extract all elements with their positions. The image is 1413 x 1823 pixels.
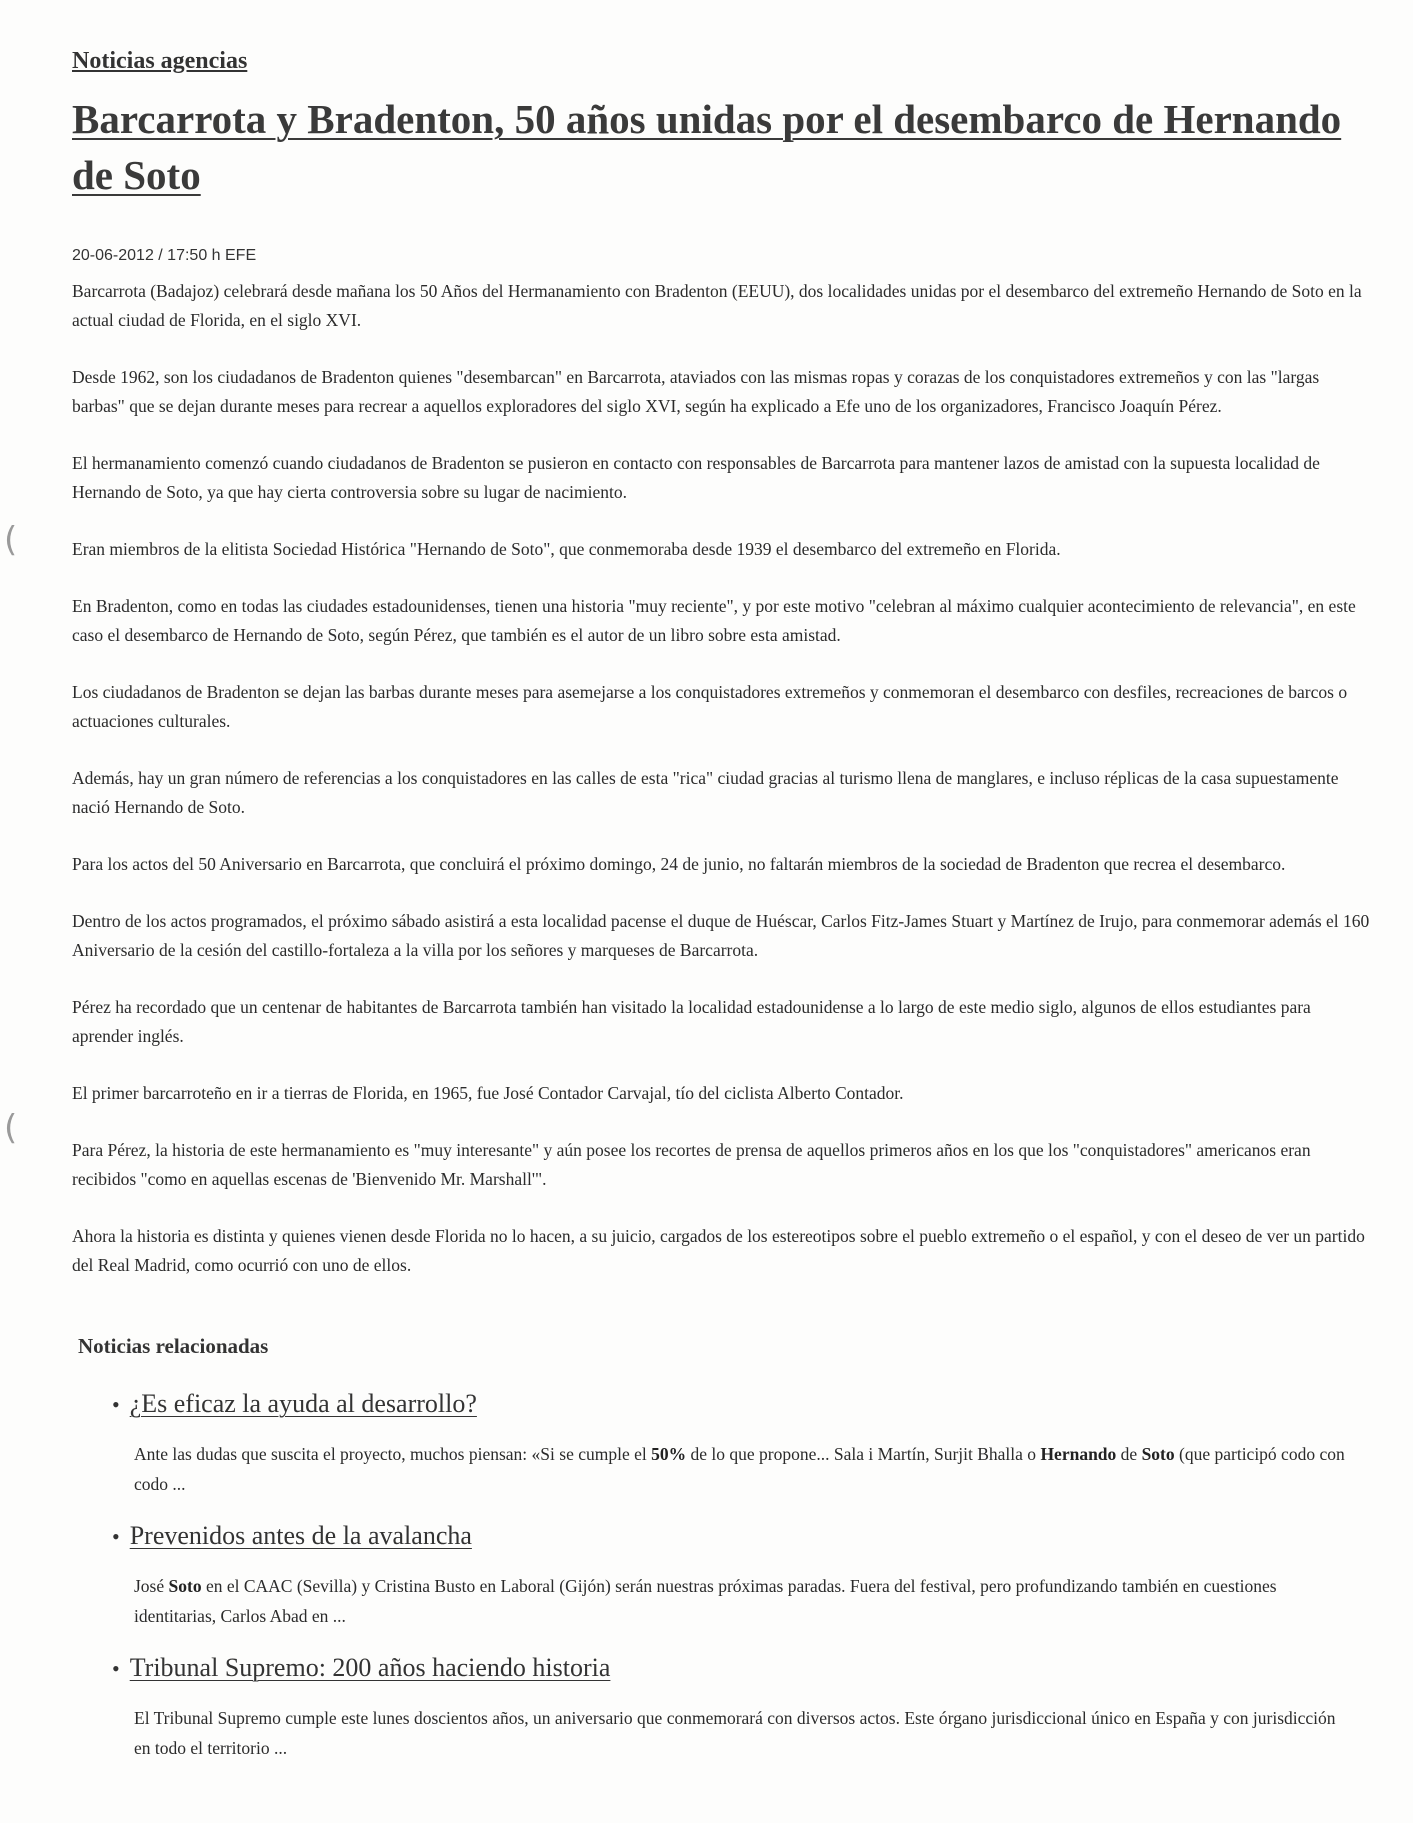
related-news-item	[112, 1389, 1372, 1499]
article-paragraph: Barcarrota (Badajoz) celebrará desde mañana los 50 Años del Hermanamiento con Bradenton (EEUU), dos localidades unidas por el desembarco del extremeño Hernando de Soto en la actual ciudad de Florida, en el siglo XVI.	[72, 281, 1362, 330]
article-paragraph: El hermanamiento comenzó cuando ciudadanos de Bradenton se pusieron en contacto con responsables de Barcarrota para mantener lazos de amistad con la supuesta localidad de Hernando de Soto, ya que hay cierta controversia sobre su lugar de nacimiento.	[72, 453, 1320, 502]
related-news-title-row	[112, 1521, 1372, 1551]
related-news-link[interactable]: ¿Es eficaz la ayuda al desarrollo?	[129, 1389, 477, 1418]
article-paragraph: En Bradenton, como en todas las ciudades estadounidenses, tienen una historia "muy reciente", y por este motivo "celebran al máximo cualquier acontecimiento de relevancia", en este caso el desembarco de Hernando de Soto, según Pérez, que también es el autor de un libro sobre esta amistad.	[72, 596, 1356, 645]
section-link[interactable]: Noticias agencias	[72, 48, 248, 74]
related-news-link[interactable]: Prevenidos antes de la avalancha	[129, 1521, 472, 1550]
punch-hole-mark: (	[4, 520, 18, 560]
snippet-text: José	[134, 1576, 169, 1596]
article-paragraph: Eran miembros de la elitista Sociedad Histórica "Hernando de Soto", que conmemoraba desde 1939 el desembarco del extremeño en Florida.	[72, 539, 1061, 559]
article-paragraph: Desde 1962, son los ciudadanos de Bradenton quienes "desembarcan" en Barcarrota, ataviados con las mismas ropas y corazas de los conquistadores extremeños y con las "largas barbas" que se dejan durante meses para recrear a aquellos exploradores del siglo XVI, según ha explicado a Efe uno de los organizadores, Francisco Joaquín Pérez.	[72, 367, 1320, 416]
article-body	[72, 277, 1372, 1280]
related-news-heading: Noticias relacionadas	[78, 1334, 269, 1358]
article-headline[interactable]: Barcarrota y Bradenton, 50 años unidas por el desembarco de Hernando de Soto	[72, 96, 1342, 198]
bullet-icon: •	[112, 1656, 120, 1681]
snippet-highlight: 50%	[651, 1444, 687, 1464]
article-paragraph: Para los actos del 50 Aniversario en Barcarrota, que concluirá el próximo domingo, 24 de junio, no faltarán miembros de la sociedad de Bradenton que recrea el desembarco.	[72, 854, 1286, 874]
snippet-text: de	[1116, 1444, 1142, 1464]
snippet-text: El Tribunal Supremo cumple este lunes doscientos años, un aniversario que conmemorará con diversos actos. Este órgano jurisdiccional único en España y con jurisdicción en todo el territorio ...	[134, 1708, 1336, 1758]
article-paragraph: Dentro de los actos programados, el próximo sábado asistirá a esta localidad pacense el duque de Huéscar, Carlos Fitz-James Stuart y Martínez de Irujo, para conmemorar además el 160 Aniversario de la cesión del castillo-fortaleza a la villa por los señores y marqueses de Barcarrota.	[72, 911, 1370, 960]
related-news-list	[72, 1389, 1372, 1763]
article-dateline: 20-06-2012 / 17:50 h EFE	[72, 247, 257, 264]
bullet-icon: •	[112, 1524, 120, 1549]
snippet-text: Ante las dudas que suscita el proyecto, muchos piensan: «Si se cumple el	[134, 1444, 652, 1464]
article-paragraph: Además, hay un gran número de referencias a los conquistadores en las calles de esta "rica" ciudad gracias al turismo llena de manglares, e incluso réplicas de la casa supuestamente nació Hernando de Soto.	[72, 768, 1339, 817]
article-paragraph: Pérez ha recordado que un centenar de habitantes de Barcarrota también han visitado la localidad estadounidense a lo largo de este medio siglo, algunos de ellos estudiantes para aprender inglés.	[72, 997, 1311, 1046]
article-paragraph: El primer barcarroteño en ir a tierras de Florida, en 1965, fue José Contador Carvajal, tío del ciclista Alberto Contador.	[72, 1083, 904, 1103]
related-news-title-row	[112, 1653, 1372, 1683]
bullet-icon: •	[112, 1392, 120, 1417]
snippet-highlight: Soto	[168, 1576, 202, 1596]
snippet-text: (que participó codo con codo ...	[134, 1444, 1345, 1494]
related-news-snippet	[134, 1439, 1354, 1499]
related-news-title-row	[112, 1389, 1372, 1419]
related-news-snippet	[134, 1703, 1354, 1763]
related-news-item	[112, 1653, 1372, 1763]
punch-hole-mark: (	[4, 1108, 18, 1148]
related-news-item	[112, 1521, 1372, 1631]
snippet-text: en el CAAC (Sevilla) y Cristina Busto en Laboral (Gijón) serán nuestras próximas paradas. Fuera del festival, pero profundizando también en cuestiones identitarias, Carlos Abad en ...	[134, 1576, 1277, 1626]
related-news-link[interactable]: Tribunal Supremo: 200 años haciendo historia	[129, 1653, 611, 1682]
snippet-highlight: Hernando	[1040, 1444, 1117, 1464]
article-paragraph: Ahora la historia es distinta y quienes vienen desde Florida no lo hacen, a su juicio, cargados de los estereotipos sobre el pueblo extremeño o el español, y con el deseo de ver un partido del Real Madrid, como ocurrió con uno de ellos.	[72, 1226, 1365, 1275]
snippet-text: de lo que propone... Sala i Martín, Surjit Bhalla o	[686, 1444, 1041, 1464]
article-paragraph: Los ciudadanos de Bradenton se dejan las barbas durante meses para asemejarse a los conquistadores extremeños y conmemoran el desembarco con desfiles, recreaciones de barcos o actuaciones culturales.	[72, 682, 1348, 731]
related-news-snippet	[134, 1571, 1354, 1631]
article-page	[72, 48, 1372, 1785]
snippet-highlight: Soto	[1141, 1444, 1175, 1464]
article-paragraph: Para Pérez, la historia de este hermanamiento es "muy interesante" y aún posee los recortes de prensa de aquellos primeros años en los que los "conquistadores" americanos eran recibidos "como en aquellas escenas de 'Bienvenido Mr. Marshall'".	[72, 1140, 1311, 1189]
